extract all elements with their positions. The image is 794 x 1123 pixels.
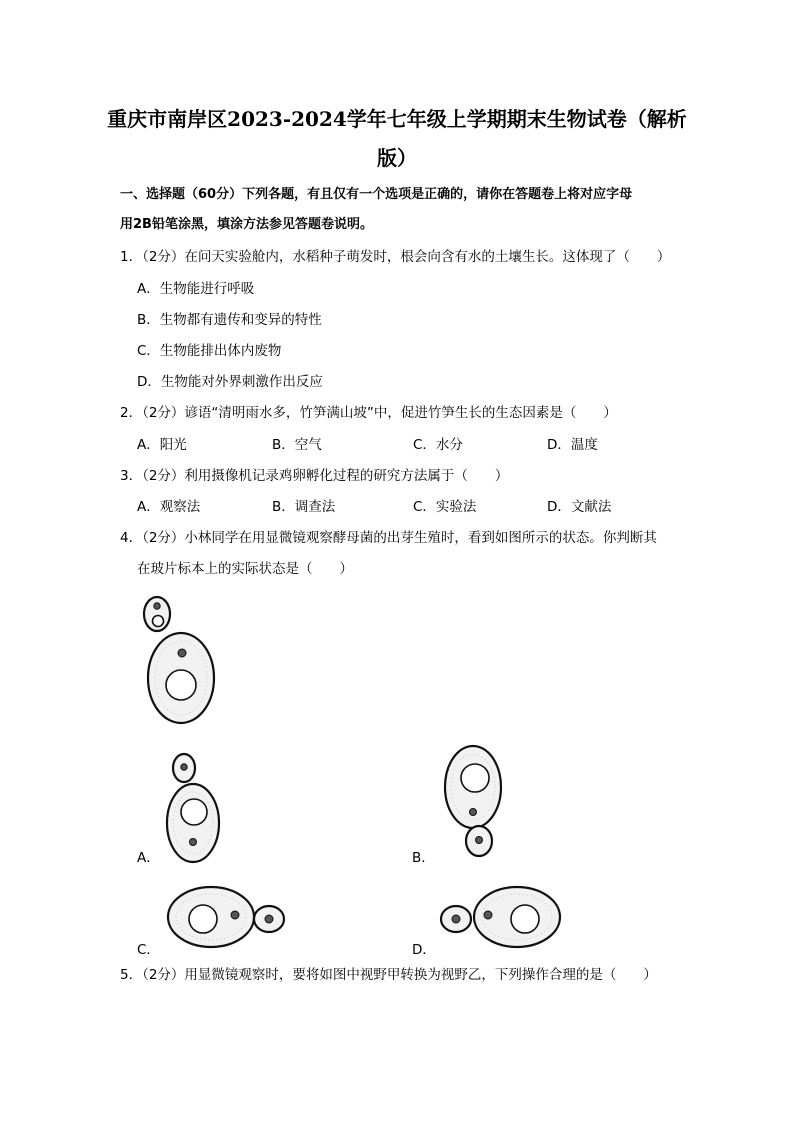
option-c-label: C． xyxy=(137,942,160,958)
option-d-figure xyxy=(436,880,566,960)
option-b-label: B． xyxy=(412,850,435,866)
option-a-label: A． xyxy=(137,850,160,866)
q3-option-b: B．调查法 xyxy=(272,499,336,515)
q1-option-d: D．生物能对外界刺激作出反应 xyxy=(137,374,323,390)
q1-option-b: B．生物都有遗传和变异的特性 xyxy=(137,312,322,328)
page-title-cont: 版） xyxy=(377,146,417,170)
q2-option-c: C．水分 xyxy=(413,437,463,453)
question-4-stem: 4．（2分）小林同学在用显微镜观察酵母菌的出芽生殖时，看到如图所示的状态。你判断其 xyxy=(120,530,657,546)
option-c-figure xyxy=(162,880,292,960)
option-a-figure xyxy=(160,745,230,865)
question-4-stem-cont: 在玻片标本上的实际状态是（ ） xyxy=(137,561,353,577)
q1-option-a: A．生物能进行呼吸 xyxy=(137,281,255,297)
page-title: 重庆市南岸区2023-2024学年七年级上学期期末生物试卷（解析 xyxy=(107,107,687,131)
q2-option-b: B．空气 xyxy=(272,437,322,453)
q3-option-a: A．观察法 xyxy=(137,499,201,515)
option-d-label: D． xyxy=(412,942,436,958)
section-instruction-cont: 用2B铅笔涂黑，填涂方法参见答题卷说明。 xyxy=(120,217,373,232)
q3-option-d: D．文献法 xyxy=(547,499,612,515)
q1-option-c: C．生物能排出体内废物 xyxy=(137,343,282,359)
question-5-stem: 5．（2分）用显微镜观察时，要将如图中视野甲转换为视野乙，下列操作合理的是（ ） xyxy=(120,967,657,983)
section-instruction: 一、选择题（60分）下列各题，有且仅有一个选项是正确的，请你在答题卷上将对应字母 xyxy=(120,187,633,202)
q2-option-a: A．阳光 xyxy=(137,437,187,453)
q3-option-c: C．实验法 xyxy=(413,499,477,515)
question-3-stem: 3．（2分）利用摄像机记录鸡卵孵化过程的研究方法属于（ ） xyxy=(120,468,509,484)
yeast-observed-figure xyxy=(135,590,225,725)
question-2-stem: 2．（2分）谚语“清明雨水多，竹笋满山坡”中，促进竹笋生长的生态因素是（ ） xyxy=(120,405,617,421)
option-b-figure xyxy=(437,743,507,863)
question-1-stem: 1．（2分）在问天实验舱内，水稻种子萌发时，根会向含有水的土壤生长。这体现了（ ） xyxy=(120,249,671,265)
q2-option-d: D．温度 xyxy=(547,437,598,453)
